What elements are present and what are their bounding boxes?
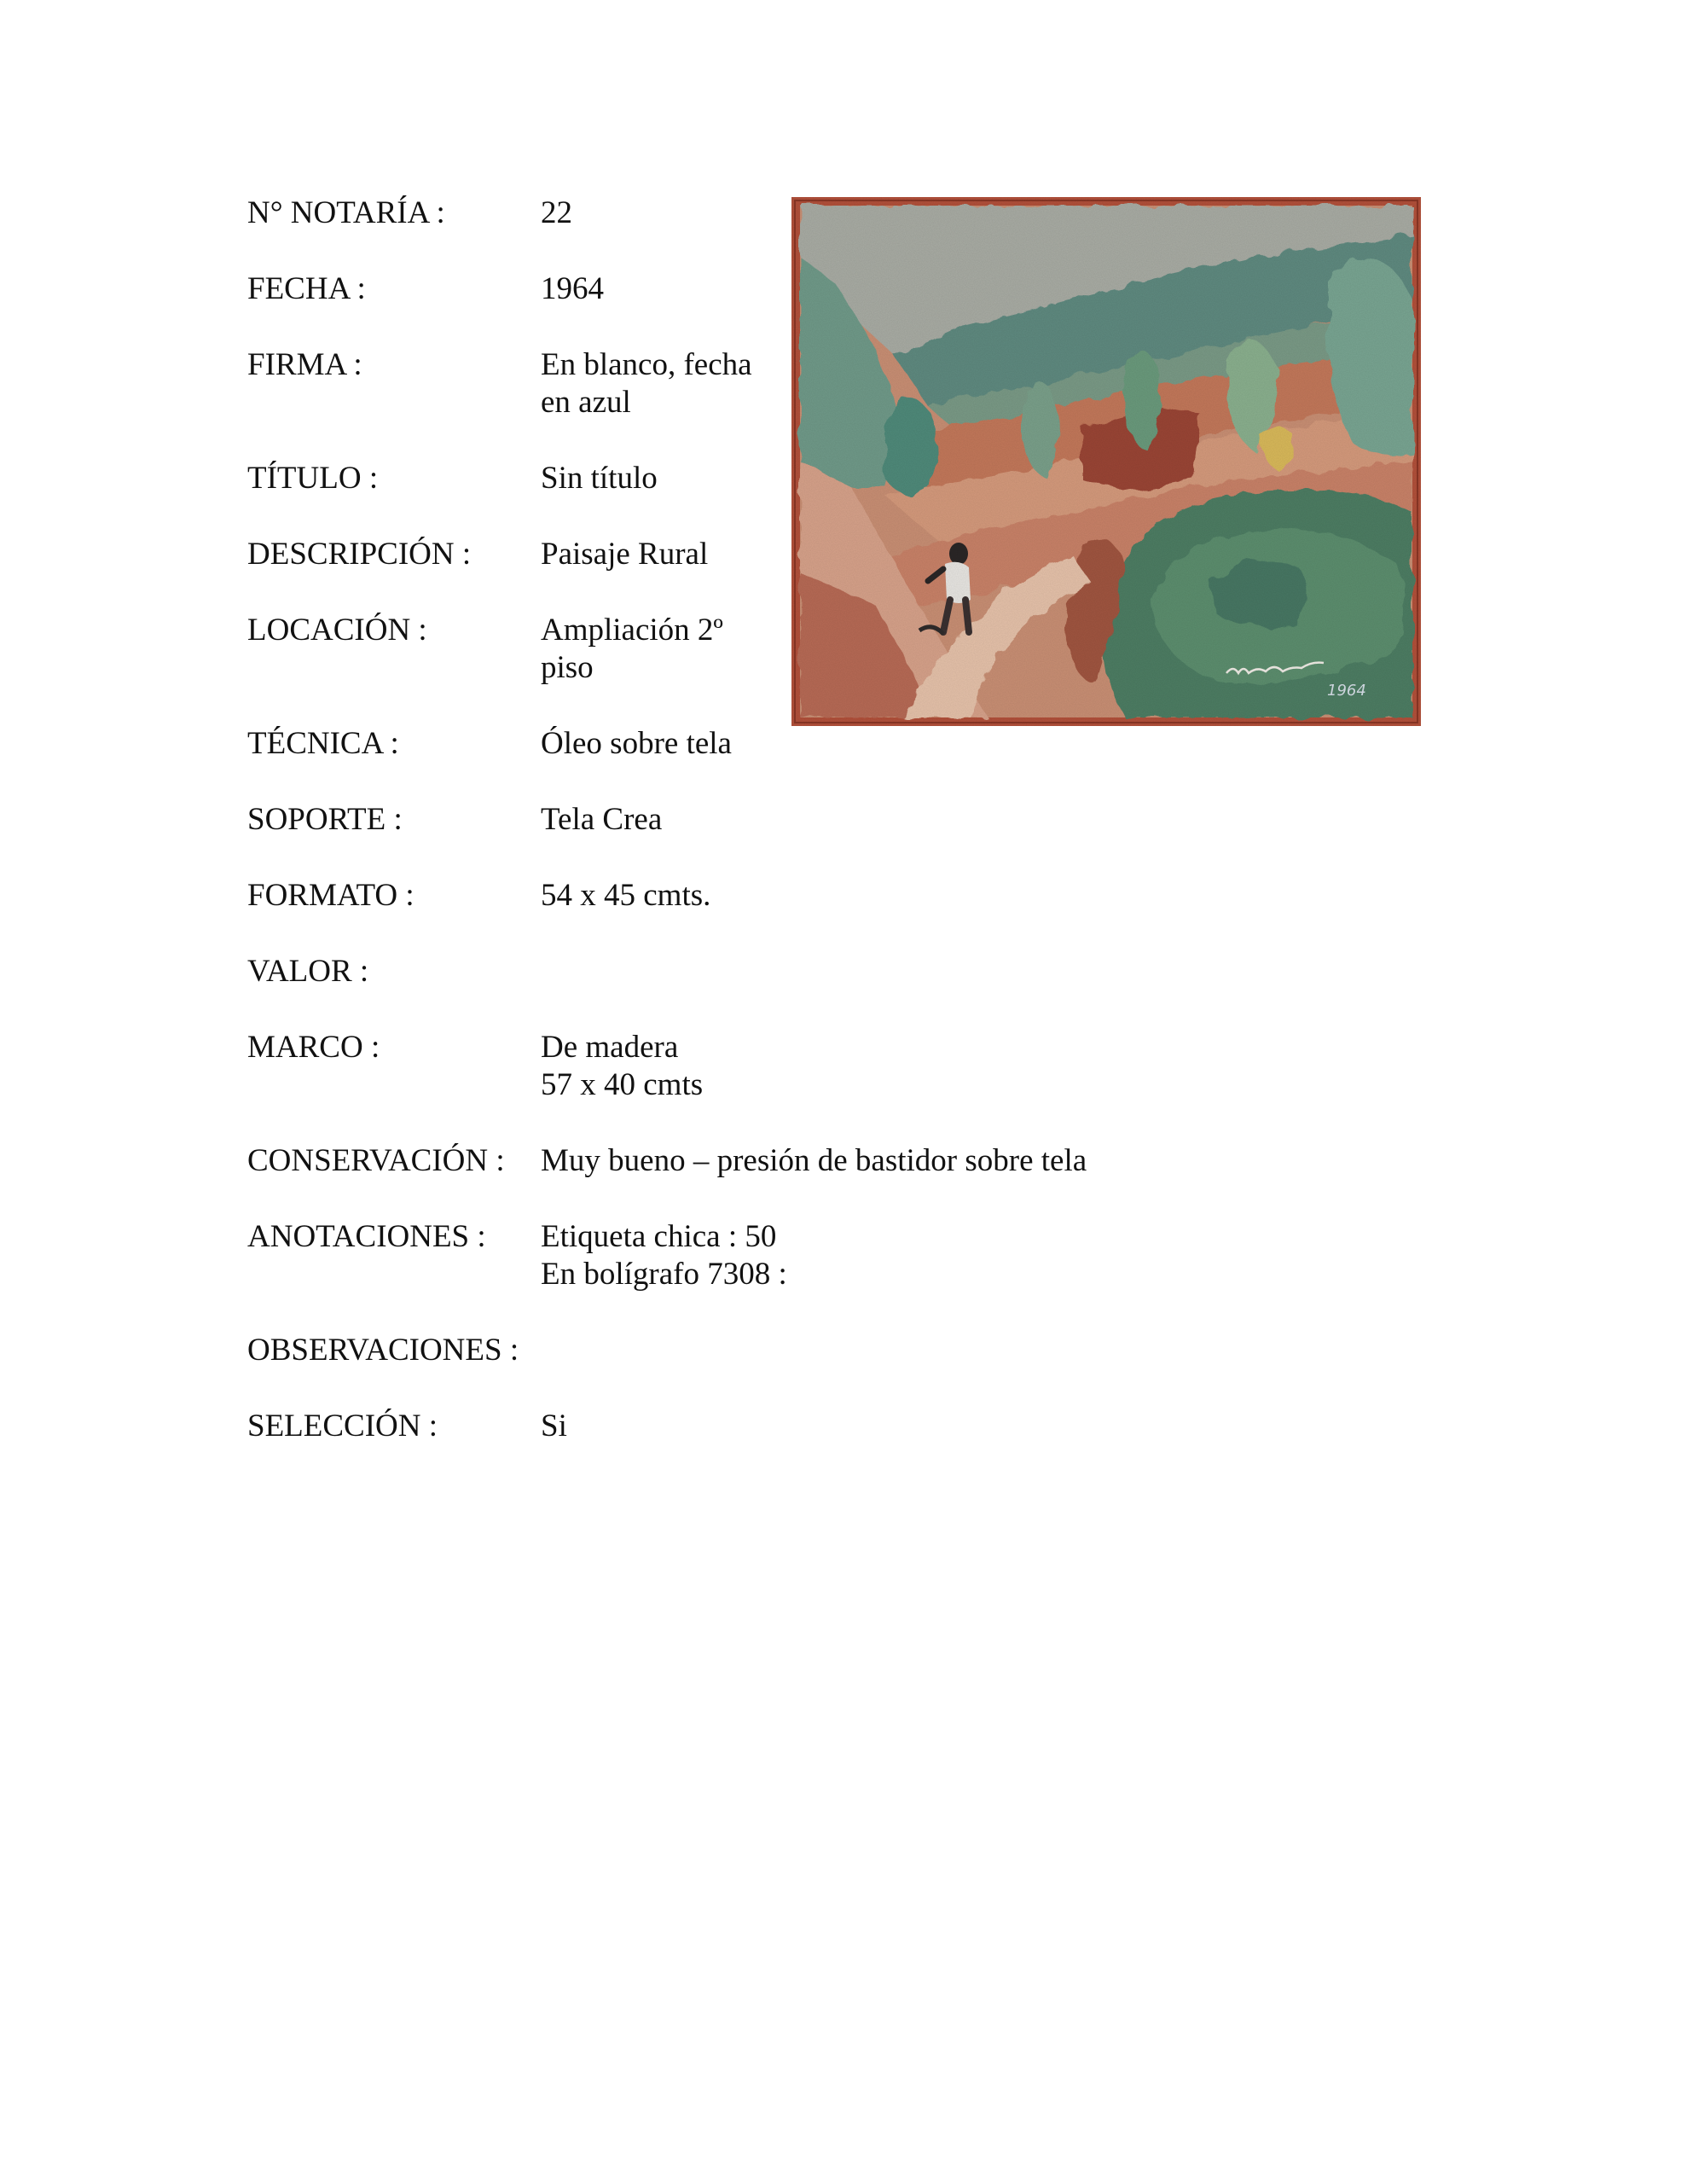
field-value-line: De madera <box>541 1030 679 1065</box>
field-label: N° NOTARÍA : <box>247 195 445 230</box>
field-value <box>541 801 662 839</box>
painting-landscape <box>791 197 1421 726</box>
field-value <box>541 346 752 421</box>
field-value-line: Paisaje Rural <box>541 537 709 572</box>
painting-image <box>791 197 1421 726</box>
field-label: VALOR : <box>247 954 369 989</box>
field-label: SELECCIÓN : <box>247 1409 438 1443</box>
field-label: TÍTULO : <box>247 461 379 496</box>
field-value-line: En blanco, fecha <box>541 347 752 382</box>
field-value-line: 54 x 45 cmts. <box>541 878 711 913</box>
field-value <box>541 877 710 915</box>
field-label: SOPORTE : <box>247 802 403 837</box>
field-value <box>541 725 732 763</box>
field-value-line: en azul <box>541 385 631 420</box>
field-value-line: 22 <box>541 195 572 230</box>
field-value-line: Etiqueta chica : 50 <box>541 1219 777 1254</box>
field-label: FECHA : <box>247 271 366 306</box>
field-value-line: Si <box>541 1409 567 1443</box>
field-value <box>541 270 604 308</box>
field-value <box>541 1029 703 1104</box>
field-label: ANOTACIONES : <box>247 1219 486 1254</box>
field-label: LOCACIÓN : <box>247 613 427 648</box>
field-value-line: Óleo sobre tela <box>541 726 732 761</box>
field-label: DESCRIPCIÓN : <box>247 537 472 572</box>
field-label: MARCO : <box>247 1030 380 1065</box>
painting-canvas <box>800 206 1412 717</box>
field-value-line: Ampliación 2º <box>541 613 723 648</box>
field-value-line: Tela Crea <box>541 802 663 837</box>
field-label: TÉCNICA : <box>247 726 399 761</box>
field-value-line: 57 x 40 cmts <box>541 1067 704 1102</box>
field-value-line: piso <box>541 650 594 685</box>
field-value <box>541 1408 567 1445</box>
field-label: FIRMA : <box>247 347 362 382</box>
field-value <box>541 195 572 232</box>
field-value <box>541 536 708 573</box>
field-label: OBSERVACIONES : <box>247 1333 519 1368</box>
field-value-line: Muy bueno – presión de bastidor sobre tela <box>541 1143 1087 1178</box>
field-label: CONSERVACIÓN : <box>247 1143 505 1178</box>
field-value-line: Sin título <box>541 461 658 496</box>
field-value <box>541 1142 1087 1180</box>
field-value-line: 1964 <box>541 271 604 306</box>
field-label: FORMATO : <box>247 878 415 913</box>
field-value <box>541 1218 787 1293</box>
field-value-line: En bolígrafo 7308 : <box>541 1257 787 1292</box>
field-value <box>541 612 723 687</box>
field-value <box>541 460 658 497</box>
